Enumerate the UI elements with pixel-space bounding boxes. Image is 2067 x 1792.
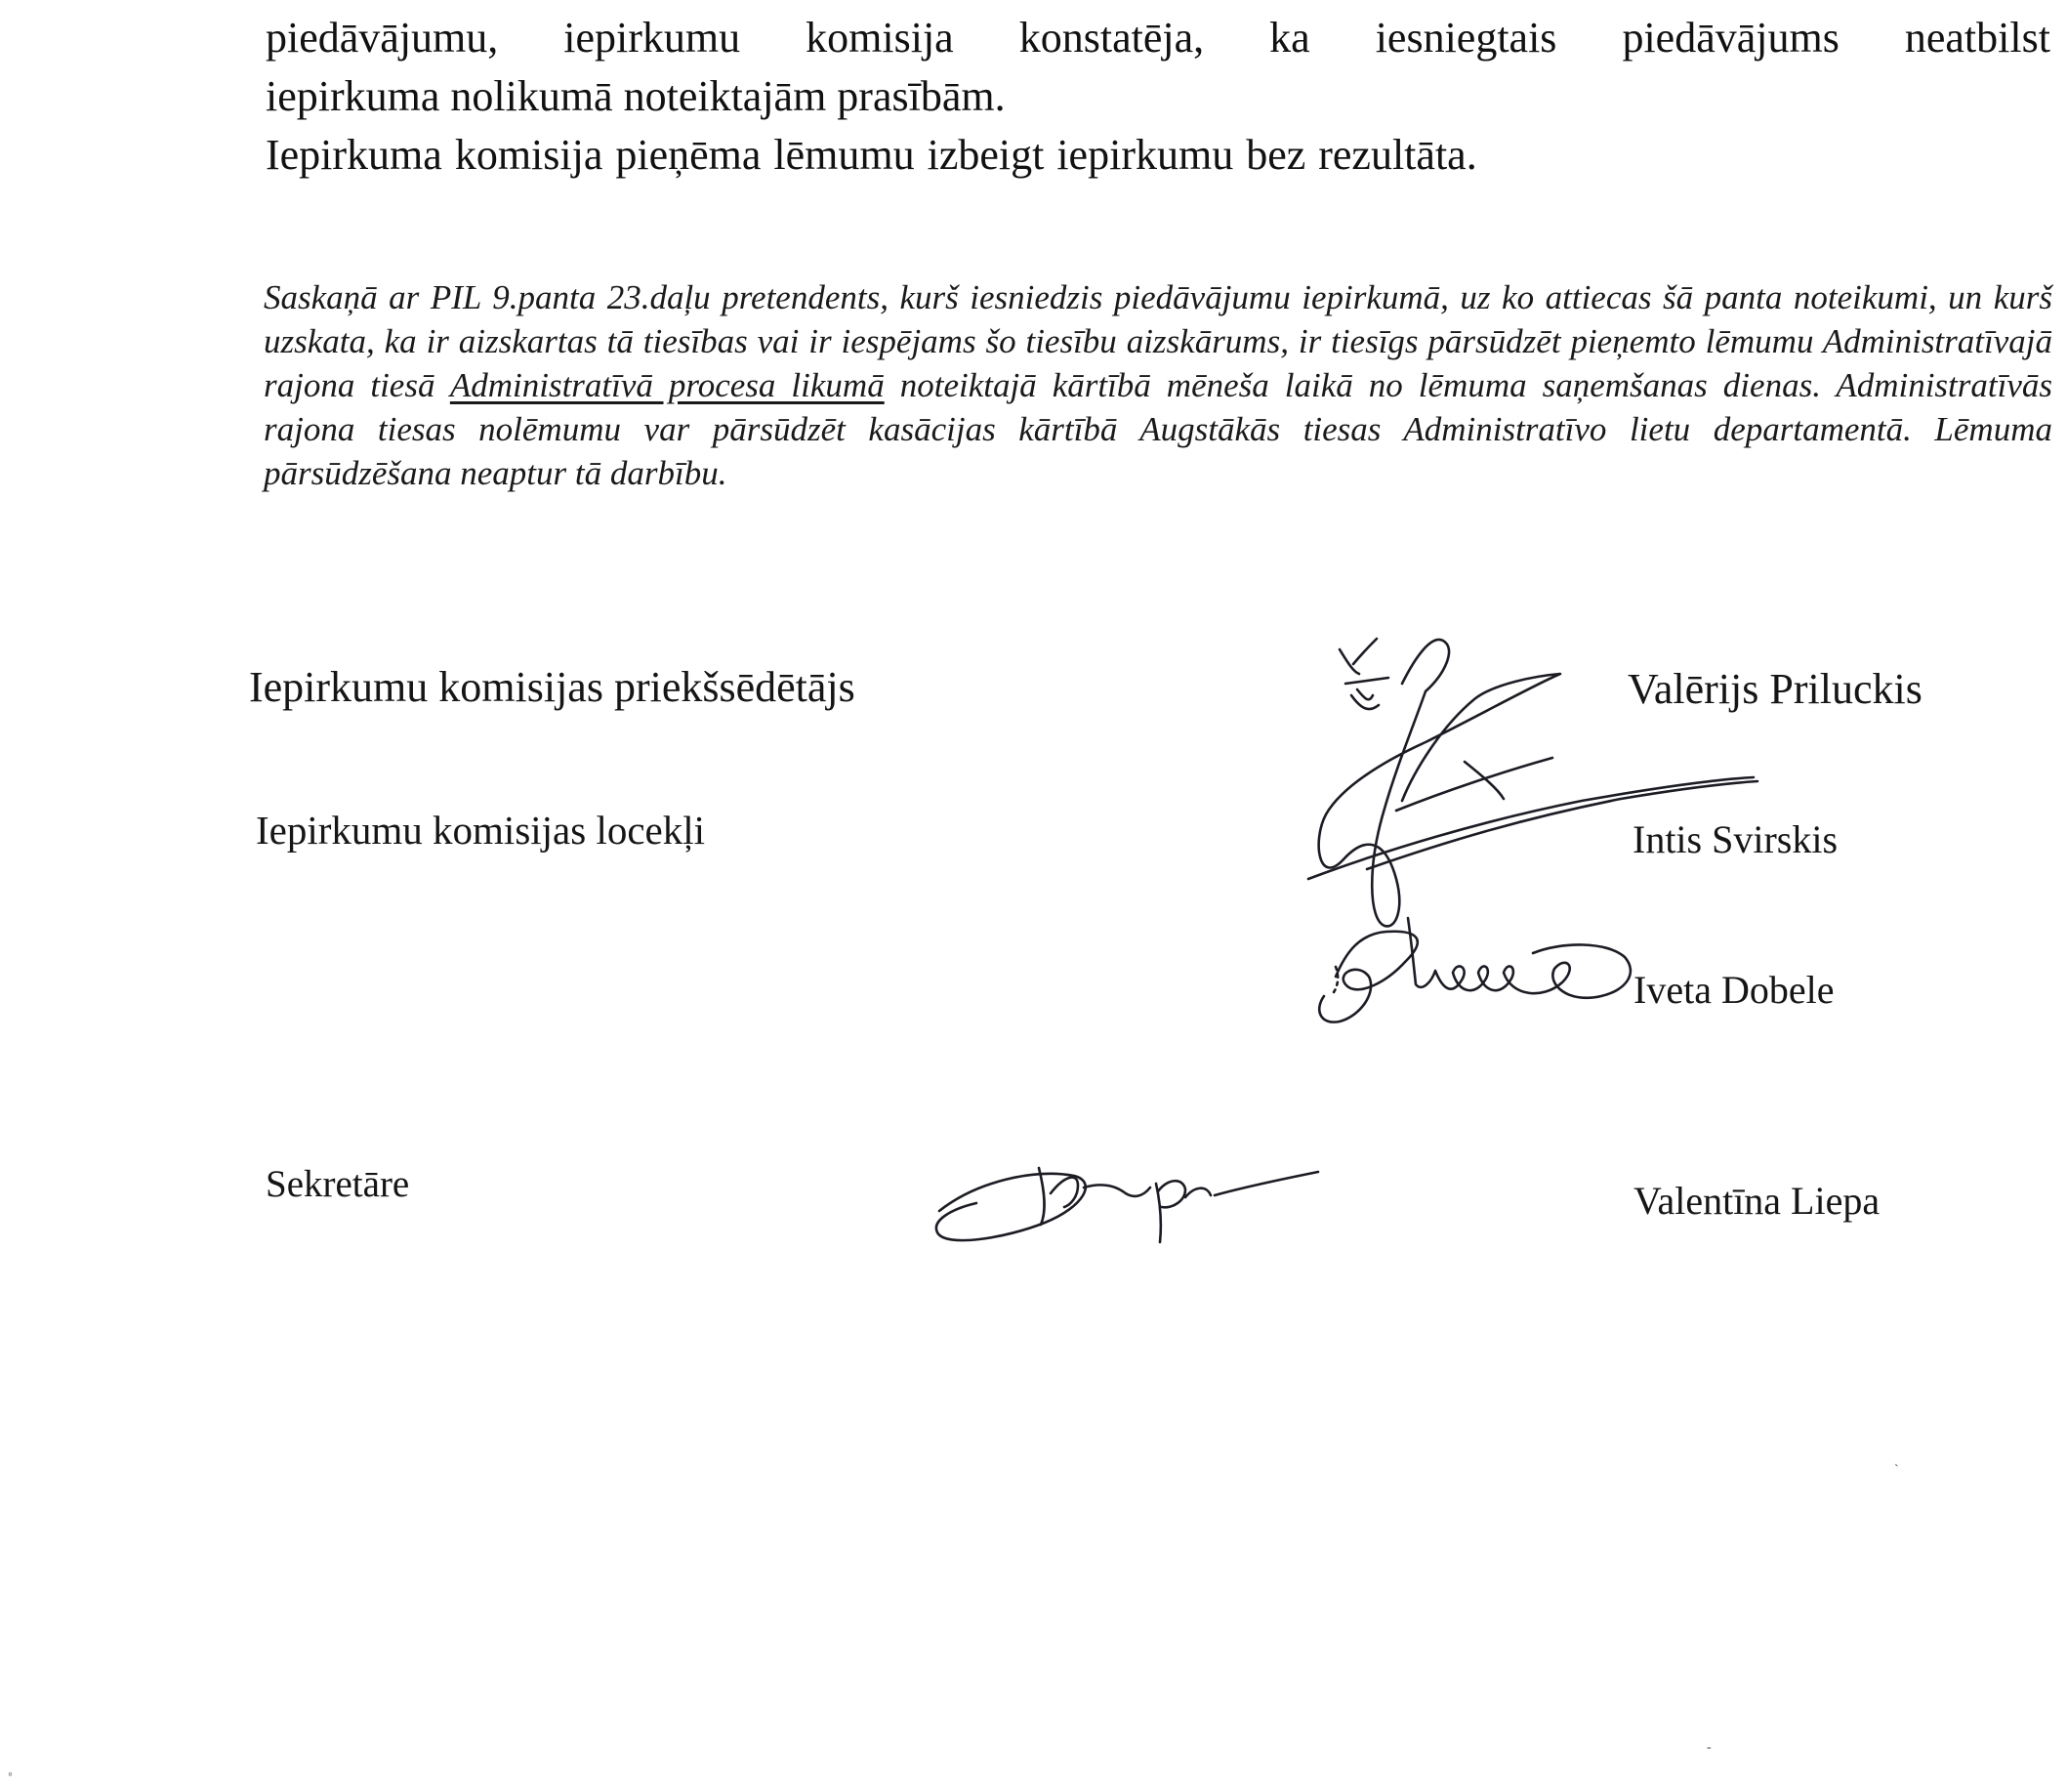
secretary-signature — [936, 1168, 1318, 1242]
members-role-label: Iepirkumu komisijas locekļi — [256, 808, 706, 853]
scan-artifact: - — [1707, 1740, 1712, 1755]
word: piedāvājumu, — [266, 14, 499, 62]
word: iesniegtais — [1375, 14, 1557, 62]
secretary-name: Valentīna Liepa — [1633, 1179, 1881, 1223]
chair-role-label: Iepirkumu komisijas priekšsēdētājs — [249, 663, 855, 711]
word: piedāvājums — [1622, 14, 1840, 62]
scan-artifact: ◦ — [8, 1768, 13, 1782]
word: komisija — [806, 14, 954, 62]
body-line-2: iepirkuma nolikumā noteiktajām prasībām. — [266, 72, 1006, 120]
appeal-notice — [264, 275, 2052, 495]
chair-name: Valērijs Priluckis — [1628, 665, 1922, 713]
word: neatbilst — [1904, 14, 2050, 62]
member-name-svirskis: Intis Svirskis — [1633, 817, 1839, 861]
member-name-dobele: Iveta Dobele — [1633, 968, 1835, 1012]
word: konstatēja, — [1018, 14, 1205, 62]
scan-artifact: ` — [1894, 1463, 1899, 1478]
word: iepirkumu — [563, 14, 741, 62]
decision-statement: Iepirkuma komisija pieņēma lēmumu izbeigt iepirkumu bez rezultāta. — [266, 131, 1477, 179]
secretary-role-label: Sekretāre — [266, 1163, 410, 1205]
law-reference-link[interactable]: Administratīvā procesa likumā — [449, 366, 885, 404]
dobele-signature — [1319, 918, 1631, 1022]
appeal-notice-text-1: Saskaņā ar PIL 9.panta 23.daļu pretendents, kurš iesniedzis piedāvājumu iepirkumā, uz ko attiecas šā panta noteikumi, un kurš uzskata, ka ir aizskartas tā tiesības vai ir iespējams šo tiesību aizskārums, ir tiesīgs pārsūdzēt pieņemto lēmumu Administratīvajā rajona tiesā — [264, 278, 2052, 404]
word: ka — [1269, 14, 1310, 62]
body-line-1 — [266, 16, 2050, 61]
appeal-notice-text-2: noteiktajā kārtībā mēneša laikā no lēmuma saņemšanas dienas. Administratīvās rajona tiesas nolēmumu var pārsūdzēt kasācijas kārtībā Augstākās tiesas Administratīvo lietu departamentā. Lēmuma pārsūdzēšana neaptur tā darbību. — [264, 366, 2052, 492]
